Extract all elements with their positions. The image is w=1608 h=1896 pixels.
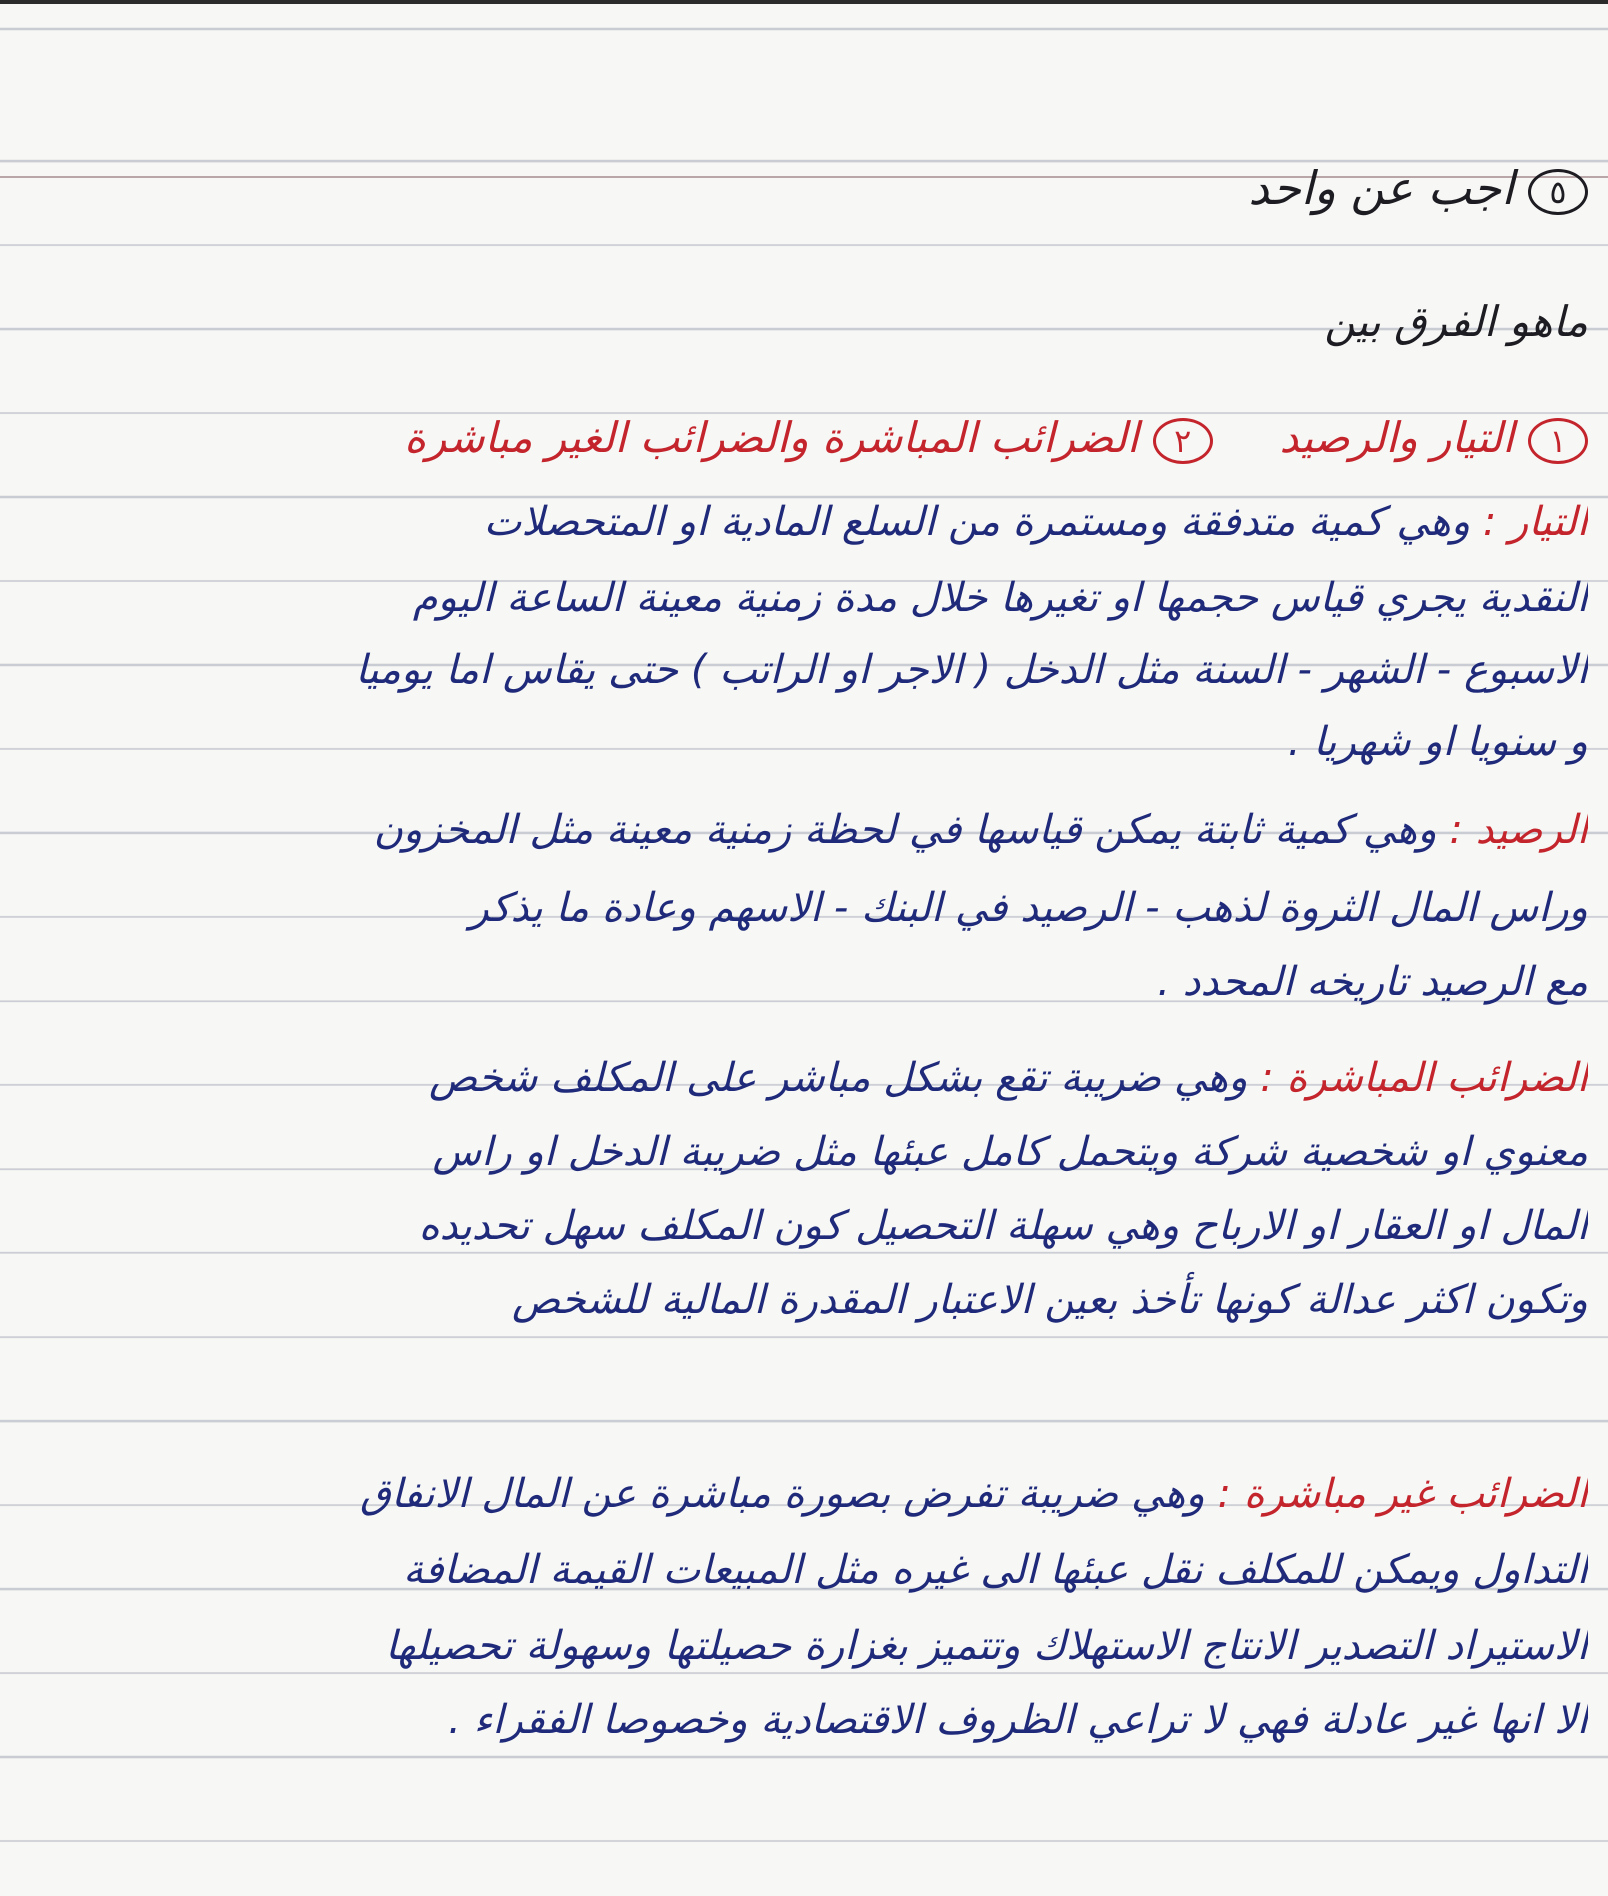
- topics-line: [28, 408, 1588, 468]
- topic-2-number: ٢: [1153, 418, 1213, 464]
- indirect-tax-term: الضرائب غير مباشرة :: [1217, 1471, 1588, 1517]
- topic-1-number: ١: [1528, 418, 1588, 464]
- balance-term: الرصيد :: [1449, 807, 1588, 853]
- indirect-tax-line-4: الا انها غير عادلة فهي لا تراعي الظروف الاقتصادية وخصوصا الفقراء .: [448, 1697, 1588, 1743]
- current-line-2: النقدية يجري قياس حجمها او تغيرها خلال مدة زمنية معينة الساعة اليوم: [412, 575, 1588, 621]
- topic-1: التيار والرصيد: [1279, 413, 1514, 462]
- question-title: اجب عن واحد: [1248, 161, 1514, 215]
- topic-2: الضرائب المباشرة والضرائب الغير مباشرة: [404, 413, 1139, 462]
- current-line-3: الاسبوع - الشهر - السنة مثل الدخل ( الاجر او الراتب ) حتى يقاس اما يوميا: [355, 647, 1588, 693]
- question-title-line: [28, 158, 1588, 218]
- page-top-edge: [0, 0, 1608, 4]
- direct-tax-line-4: وتكون اكثر عدالة كونها تأخذ بعين الاعتبار المقدرة المالية للشخص: [512, 1277, 1588, 1323]
- current-line-4: و سنويا او شهريا .: [1287, 719, 1588, 765]
- indirect-tax-line-2: التداول ويمكن للمكلف نقل عبئها الى غيره مثل المبيعات القيمة المضافة: [403, 1547, 1588, 1593]
- direct-tax-term: الضرائب المباشرة :: [1260, 1055, 1588, 1101]
- indirect-tax-line-3: الاستيراد التصدير الانتاج الاستهلاك وتتميز بغزارة حصيلتها وسهولة تحصيلها: [385, 1623, 1588, 1669]
- direct-tax-line-2: معنوي او شخصية شركة ويتحمل كامل عبئها مثل ضريبة الدخل او راس: [432, 1129, 1588, 1175]
- balance-line-1: الرصيد : وهي كمية ثابتة يمكن قياسها في لحظة زمنية معينة مثل المخزون: [373, 807, 1588, 853]
- question-number: ٥: [1528, 169, 1588, 215]
- direct-tax-line-1: الضرائب المباشرة : وهي ضريبة تقع بشكل مباشر على المكلف شخص: [429, 1055, 1588, 1101]
- balance-line-2: وراس المال الثروة لذهب - الرصيد في البنك - الاسهم وعادة ما يذكر: [469, 885, 1588, 931]
- indirect-tax-line-1: الضرائب غير مباشرة : وهي ضريبة تفرض بصورة مباشرة عن المال الانفاق: [360, 1471, 1588, 1517]
- direct-tax-line-3: المال او العقار او الارباح وهي سهلة التحصيل كون المكلف سهل تحديده: [418, 1203, 1588, 1249]
- current-line-1: التيار : وهي كمية متدفقة ومستمرة من السلع المادية او المتحصلات: [483, 499, 1588, 545]
- balance-line-3: مع الرصيد تاريخه المحدد .: [1157, 959, 1588, 1005]
- question-subtitle: ماهو الفرق بين: [1324, 297, 1588, 346]
- current-term: التيار :: [1482, 499, 1588, 545]
